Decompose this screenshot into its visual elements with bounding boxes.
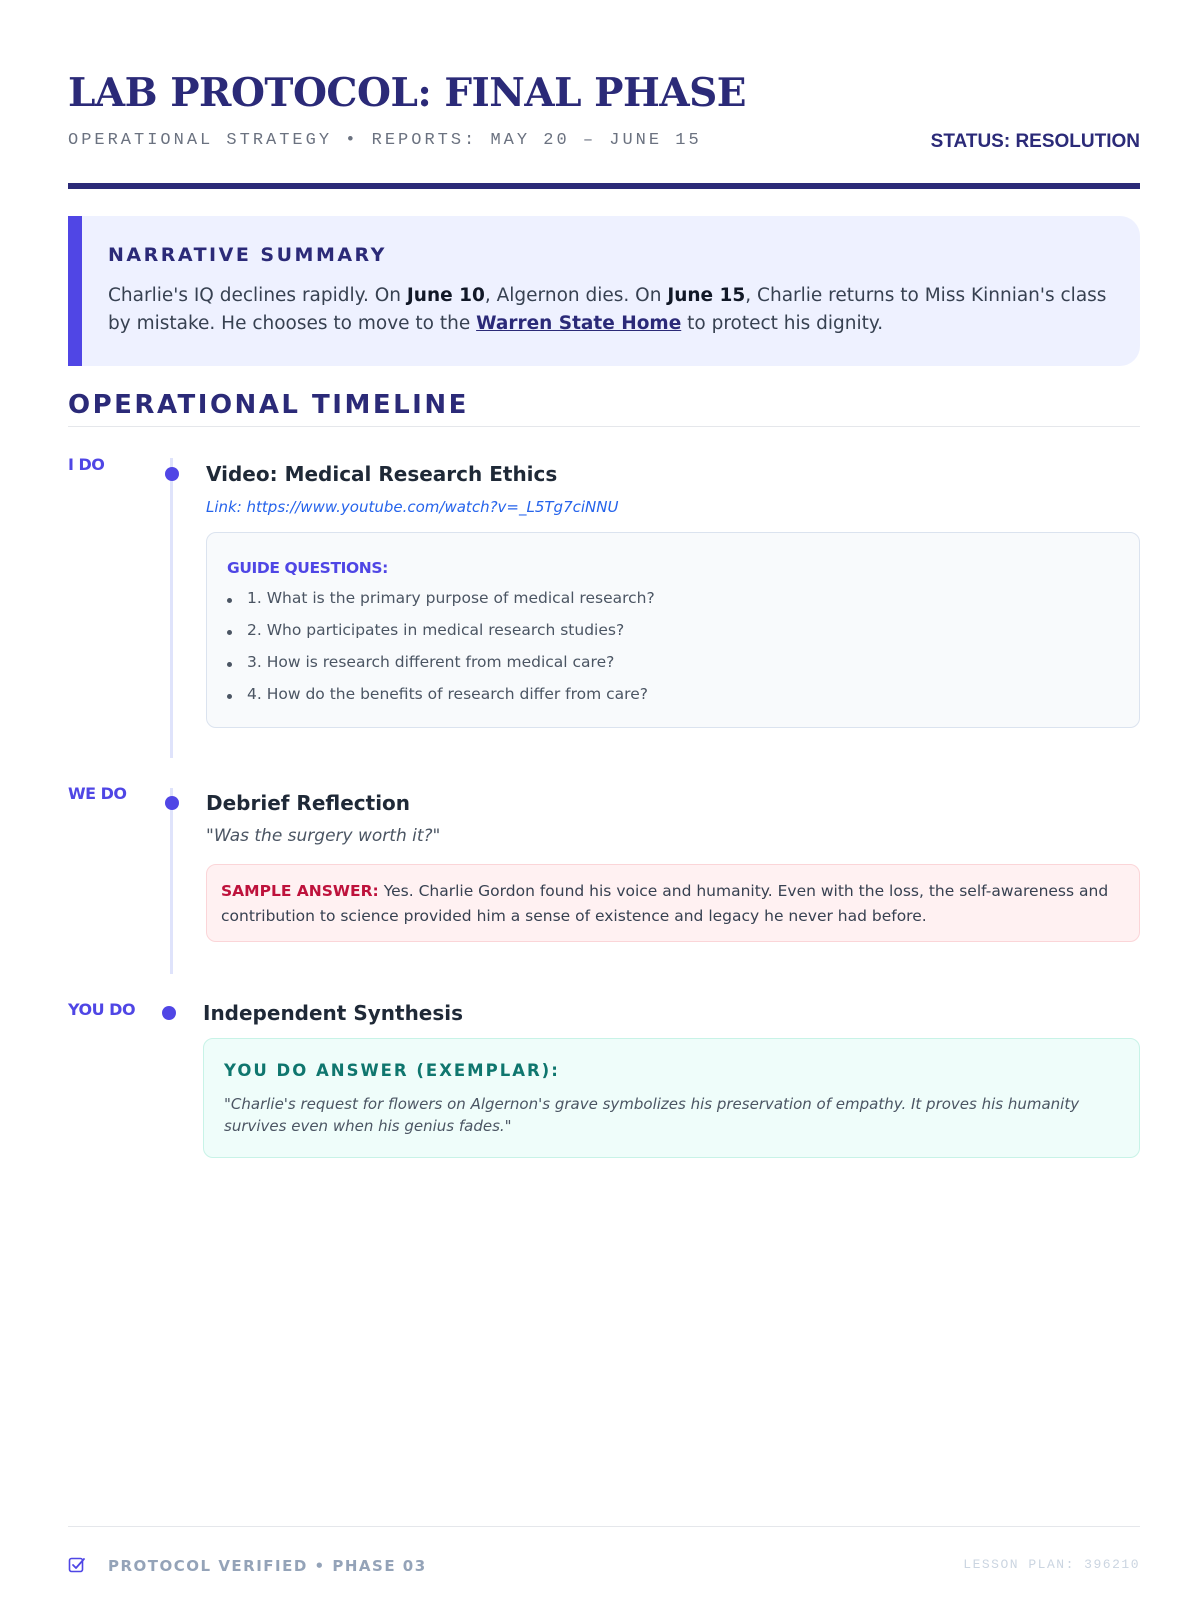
exemplar-text: "Charlie's request for flowers on Algernon's grave symbolizes his preservation of empathy. It proves his humanity survives even when his genius fades." [224, 1095, 1080, 1135]
timeline-line [170, 788, 173, 974]
we-do-title: Debrief Reflection [206, 791, 411, 815]
summary-heading: NARRATIVE SUMMARY [108, 244, 387, 266]
warren-state-home-link[interactable]: Warren State Home [476, 313, 682, 334]
timeline-dot [165, 467, 179, 481]
page-title: LAB PROTOCOL: FINAL PHASE [68, 70, 746, 116]
sample-answer-text: Yes. Charlie Gordon found his voice and humanity. Even with the loss, the self-awareness and contribution to science provided him a sense of existence and legacy he never had before. [221, 882, 1109, 925]
summary-text-part: , Algernon dies. On [484, 285, 668, 306]
checkbox-icon [68, 1556, 86, 1574]
summary-date: June 15 [667, 285, 746, 306]
timeline-line [170, 458, 173, 758]
status-label: STATUS: RESOLUTION [930, 131, 1140, 152]
footer-verification: PROTOCOL VERIFIED • PHASE 03 [108, 1557, 427, 1575]
list-item: 4. How do the benefits of research differ from care? [227, 685, 655, 717]
exemplar-heading: YOU DO ANSWER (EXEMPLAR): [224, 1061, 560, 1080]
list-item: 1. What is the primary purpose of medical research? [227, 589, 655, 621]
timeline-dot [162, 1006, 176, 1020]
timeline-dot [165, 796, 179, 810]
summary-date: June 10 [406, 285, 485, 306]
sample-answer-label: SAMPLE ANSWER: [221, 882, 379, 900]
phase-label-you-do: YOU DO [68, 1000, 136, 1019]
summary-text [108, 282, 1118, 338]
timeline-divider [68, 426, 1140, 427]
guide-questions-heading: GUIDE QUESTIONS: [227, 559, 388, 577]
page-subtitle: OPERATIONAL STRATEGY • REPORTS: MAY 20 – JUNE 15 [68, 131, 702, 150]
timeline-heading: OPERATIONAL TIMELINE [68, 390, 469, 420]
phase-label-we-do: WE DO [68, 784, 127, 803]
footer-divider [68, 1526, 1140, 1527]
header-divider [68, 183, 1140, 189]
you-do-title: Independent Synthesis [203, 1001, 464, 1025]
list-item: 2. Who participates in medical research studies? [227, 621, 655, 653]
guide-questions-list [227, 589, 655, 717]
narrative-summary-card [68, 216, 1140, 366]
summary-text-part: , Charlie returns to Miss Kinnian's class by mistake. He chooses to move to the [108, 285, 1107, 334]
lesson-plan-page [68, 0, 1140, 1600]
list-item: 3. How is research different from medical care? [227, 653, 655, 685]
summary-text-part: to protect his dignity. [681, 313, 884, 334]
exemplar-answer-box [203, 1038, 1140, 1158]
sample-answer-box [206, 864, 1140, 942]
phase-label-i-do: I DO [68, 455, 105, 474]
footer-lesson-plan-id: LESSON PLAN: 396210 [963, 1557, 1140, 1572]
summary-text-part: Charlie's IQ declines rapidly. On [108, 285, 407, 306]
i-do-title: Video: Medical Research Ethics [206, 462, 558, 486]
video-link[interactable]: Link: https://www.youtube.com/watch?v=_L5Tg7ciNNU [206, 498, 619, 516]
guide-questions-box [206, 532, 1140, 728]
reflection-question: "Was the surgery worth it?" [206, 826, 441, 846]
